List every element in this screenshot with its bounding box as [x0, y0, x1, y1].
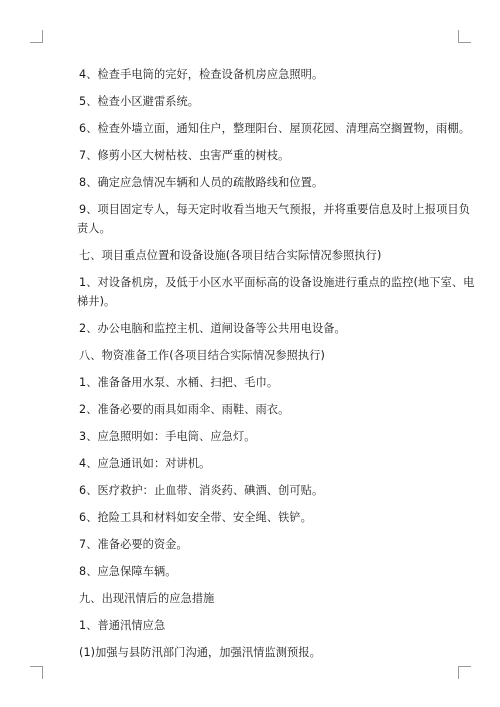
crop-mark-bottom-right — [458, 666, 471, 679]
paragraph-line: 6、检查外墙立面，通知住户，整理阳台、屋顶花园、清理高空搁置物，雨棚。 — [79, 122, 470, 135]
paragraph-line: (1)加强与县防汛部门沟通，加强汛情监测预报。 — [79, 646, 321, 659]
crop-mark-bottom-left — [30, 666, 43, 679]
paragraph-line: 2、准备必要的雨具如雨伞、雨鞋、雨衣。 — [79, 403, 290, 416]
paragraph-line: 9、项目固定专人，每天定时收看当地天气预报，并将重要信息及时上报项目负 — [79, 203, 470, 216]
paragraph-line: 7、准备必要的资金。 — [79, 538, 188, 551]
section-heading: 八、物资准备工作(各项目结合实际情况参照执行) — [79, 349, 325, 362]
paragraph-line: 责人。 — [77, 222, 111, 235]
paragraph-line: 3、应急照明如：手电筒、应急灯。 — [79, 430, 256, 443]
paragraph-line: 1、准备备用水泵、水桶、扫把、毛巾。 — [79, 376, 279, 389]
crop-mark-top-right — [458, 30, 471, 43]
section-heading: 九、出现汛情后的应急措施 — [79, 592, 215, 605]
paragraph-line: 4、应急通讯如：对讲机。 — [79, 457, 211, 470]
paragraph-line: 5、检查小区避雷系统。 — [79, 95, 200, 108]
paragraph-line: 6、医疗救护：止血带、消炎药、碘酒、创可贴。 — [79, 484, 324, 497]
subsection-heading: 1、普通汛情应急 — [79, 619, 166, 632]
paragraph-line: 6、抢险工具和材料如安全带、安全绳、铁铲。 — [79, 511, 312, 524]
paragraph-line: 8、应急保障车辆。 — [79, 565, 177, 578]
paragraph-line: 8、确定应急情况车辆和人员的疏散路线和位置。 — [79, 176, 324, 189]
crop-mark-top-left — [30, 30, 43, 43]
paragraph-line: 7、修剪小区大树枯枝、虫害严重的树枝。 — [79, 149, 290, 162]
paragraph-line: 4、检查手电筒的完好，检查设备机房应急照明。 — [79, 68, 324, 81]
paragraph-line: 1、对设备机房，及低于小区水平面标高的设备设施进行重点的监控(地下室、电 — [79, 276, 475, 289]
section-heading: 七、项目重点位置和设备设施(各项目结合实际情况参照执行) — [79, 249, 382, 262]
paragraph-line: 梯井)。 — [77, 295, 116, 308]
paragraph-line: 2、办公电脑和监控主机、道闸设备等公共用电设备。 — [79, 322, 346, 335]
